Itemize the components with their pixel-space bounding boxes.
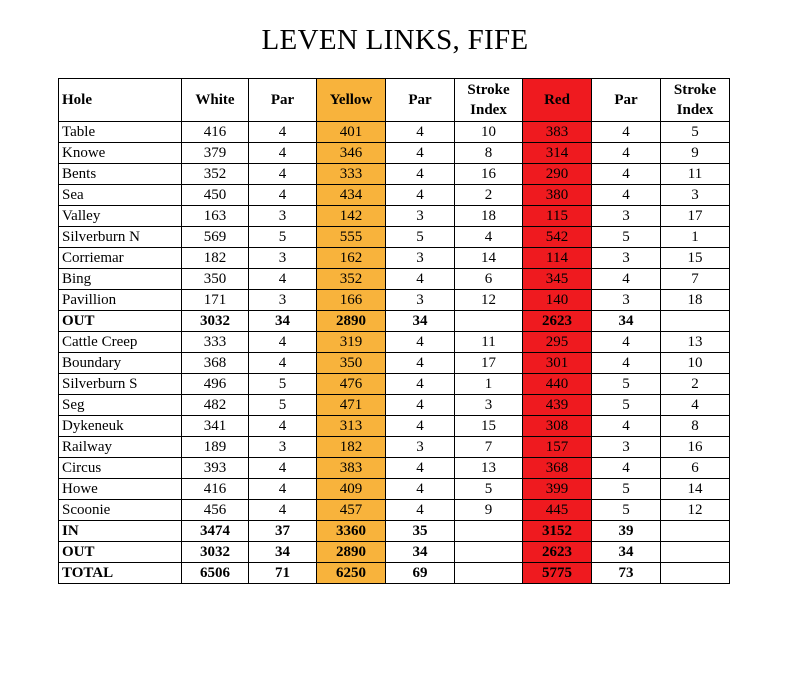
cell-yellow-yards: 313 <box>317 416 386 437</box>
cell-hole-name: Bents <box>59 164 182 185</box>
cell-white-yards: 6506 <box>182 563 249 584</box>
table-row <box>59 332 730 353</box>
cell-white-yards: 496 <box>182 374 249 395</box>
cell-par-red: 34 <box>592 542 661 563</box>
cell-yellow-yards: 319 <box>317 332 386 353</box>
cell-stroke-index-ladies: 12 <box>661 500 730 521</box>
cell-yellow-yards: 182 <box>317 437 386 458</box>
cell-stroke-index-ladies <box>661 563 730 584</box>
cell-par-white: 4 <box>249 416 317 437</box>
cell-white-yards: 456 <box>182 500 249 521</box>
header-row <box>59 79 730 122</box>
cell-hole-name: OUT <box>59 542 182 563</box>
cell-white-yards: 3032 <box>182 311 249 332</box>
cell-stroke-index-ladies: 16 <box>661 437 730 458</box>
cell-par-white: 4 <box>249 185 317 206</box>
cell-yellow-yards: 6250 <box>317 563 386 584</box>
cell-yellow-yards: 352 <box>317 269 386 290</box>
cell-stroke-index-men: 9 <box>455 500 523 521</box>
cell-red-yards: 308 <box>523 416 592 437</box>
cell-red-yards: 368 <box>523 458 592 479</box>
cell-par-white: 34 <box>249 542 317 563</box>
cell-red-yards: 2623 <box>523 311 592 332</box>
cell-stroke-index-ladies: 18 <box>661 290 730 311</box>
cell-red-yards: 345 <box>523 269 592 290</box>
cell-hole-name: Railway <box>59 437 182 458</box>
cell-stroke-index-men: 2 <box>455 185 523 206</box>
cell-par-red: 4 <box>592 164 661 185</box>
cell-stroke-index-men: 12 <box>455 290 523 311</box>
cell-par-yellow: 3 <box>386 290 455 311</box>
header-yellow: Yellow <box>317 79 386 122</box>
table-row <box>59 185 730 206</box>
header-stroke-index-line2: Index <box>470 102 507 118</box>
cell-par-yellow: 4 <box>386 479 455 500</box>
cell-yellow-yards: 2890 <box>317 311 386 332</box>
cell-stroke-index-men: 6 <box>455 269 523 290</box>
cell-white-yards: 163 <box>182 206 249 227</box>
cell-stroke-index-ladies: 7 <box>661 269 730 290</box>
cell-red-yards: 5775 <box>523 563 592 584</box>
cell-par-red: 3 <box>592 206 661 227</box>
summary-row <box>59 563 730 584</box>
table-row <box>59 437 730 458</box>
cell-par-yellow: 35 <box>386 521 455 542</box>
cell-white-yards: 416 <box>182 122 249 143</box>
cell-white-yards: 569 <box>182 227 249 248</box>
header-white: White <box>182 79 249 122</box>
cell-par-yellow: 4 <box>386 395 455 416</box>
cell-stroke-index-ladies <box>661 311 730 332</box>
cell-stroke-index-men: 7 <box>455 437 523 458</box>
cell-stroke-index-men: 17 <box>455 353 523 374</box>
cell-white-yards: 416 <box>182 479 249 500</box>
cell-stroke-index-men: 13 <box>455 458 523 479</box>
cell-par-yellow: 4 <box>386 416 455 437</box>
cell-stroke-index-men: 10 <box>455 122 523 143</box>
cell-par-white: 3 <box>249 437 317 458</box>
cell-par-white: 4 <box>249 164 317 185</box>
cell-hole-name: Circus <box>59 458 182 479</box>
cell-par-yellow: 3 <box>386 248 455 269</box>
cell-par-red: 3 <box>592 248 661 269</box>
cell-hole-name: Silverburn S <box>59 374 182 395</box>
cell-white-yards: 3032 <box>182 542 249 563</box>
cell-stroke-index-men: 3 <box>455 395 523 416</box>
cell-hole-name: OUT <box>59 311 182 332</box>
cell-par-white: 5 <box>249 374 317 395</box>
cell-par-yellow: 4 <box>386 185 455 206</box>
cell-par-yellow: 4 <box>386 269 455 290</box>
cell-white-yards: 393 <box>182 458 249 479</box>
cell-par-yellow: 4 <box>386 143 455 164</box>
cell-yellow-yards: 333 <box>317 164 386 185</box>
cell-par-red: 5 <box>592 500 661 521</box>
cell-hole-name: IN <box>59 521 182 542</box>
cell-par-white: 5 <box>249 395 317 416</box>
cell-stroke-index-men: 1 <box>455 374 523 395</box>
cell-par-yellow: 4 <box>386 374 455 395</box>
cell-par-white: 3 <box>249 248 317 269</box>
cell-red-yards: 542 <box>523 227 592 248</box>
cell-red-yards: 3152 <box>523 521 592 542</box>
cell-hole-name: Valley <box>59 206 182 227</box>
header-stroke-index-line2: Index <box>676 102 714 118</box>
table-row <box>59 458 730 479</box>
cell-stroke-index-men <box>455 311 523 332</box>
header-red: Red <box>523 79 592 122</box>
cell-hole-name: Corriemar <box>59 248 182 269</box>
cell-white-yards: 3474 <box>182 521 249 542</box>
header-par-yellow: Par <box>386 79 455 122</box>
cell-red-yards: 301 <box>523 353 592 374</box>
cell-yellow-yards: 346 <box>317 143 386 164</box>
cell-hole-name: Boundary <box>59 353 182 374</box>
table-row <box>59 416 730 437</box>
cell-red-yards: 445 <box>523 500 592 521</box>
table-row <box>59 248 730 269</box>
cell-par-yellow: 34 <box>386 542 455 563</box>
cell-red-yards: 440 <box>523 374 592 395</box>
cell-yellow-yards: 409 <box>317 479 386 500</box>
cell-yellow-yards: 162 <box>317 248 386 269</box>
cell-hole-name: Table <box>59 122 182 143</box>
page-title: LEVEN LINKS, FIFE <box>261 24 529 56</box>
cell-stroke-index-ladies: 17 <box>661 206 730 227</box>
cell-hole-name: Howe <box>59 479 182 500</box>
cell-yellow-yards: 142 <box>317 206 386 227</box>
cell-red-yards: 439 <box>523 395 592 416</box>
cell-red-yards: 314 <box>523 143 592 164</box>
cell-red-yards: 140 <box>523 290 592 311</box>
cell-white-yards: 182 <box>182 248 249 269</box>
cell-red-yards: 295 <box>523 332 592 353</box>
cell-par-yellow: 69 <box>386 563 455 584</box>
cell-par-white: 4 <box>249 500 317 521</box>
cell-par-red: 73 <box>592 563 661 584</box>
cell-par-yellow: 4 <box>386 164 455 185</box>
cell-par-white: 4 <box>249 143 317 164</box>
table-row <box>59 206 730 227</box>
cell-stroke-index-ladies: 5 <box>661 122 730 143</box>
cell-stroke-index-men: 4 <box>455 227 523 248</box>
cell-stroke-index-ladies: 15 <box>661 248 730 269</box>
table-row <box>59 269 730 290</box>
summary-row <box>59 311 730 332</box>
cell-stroke-index-ladies: 2 <box>661 374 730 395</box>
cell-red-yards: 157 <box>523 437 592 458</box>
cell-par-red: 3 <box>592 437 661 458</box>
cell-stroke-index-men: 8 <box>455 143 523 164</box>
cell-par-white: 4 <box>249 332 317 353</box>
table-row <box>59 122 730 143</box>
table-row <box>59 500 730 521</box>
table-row <box>59 395 730 416</box>
scorecard-table <box>58 78 730 584</box>
cell-par-white: 4 <box>249 269 317 290</box>
cell-yellow-yards: 471 <box>317 395 386 416</box>
cell-stroke-index-men: 15 <box>455 416 523 437</box>
cell-white-yards: 333 <box>182 332 249 353</box>
cell-stroke-index-ladies: 3 <box>661 185 730 206</box>
cell-hole-name: Scoonie <box>59 500 182 521</box>
cell-yellow-yards: 2890 <box>317 542 386 563</box>
cell-par-yellow: 34 <box>386 311 455 332</box>
cell-yellow-yards: 476 <box>317 374 386 395</box>
table-row <box>59 164 730 185</box>
cell-hole-name: TOTAL <box>59 563 182 584</box>
cell-white-yards: 341 <box>182 416 249 437</box>
cell-white-yards: 189 <box>182 437 249 458</box>
table-row <box>59 143 730 164</box>
cell-stroke-index-ladies <box>661 542 730 563</box>
cell-white-yards: 482 <box>182 395 249 416</box>
cell-yellow-yards: 457 <box>317 500 386 521</box>
header-hole: Hole <box>59 79 182 122</box>
cell-red-yards: 2623 <box>523 542 592 563</box>
cell-par-red: 4 <box>592 185 661 206</box>
cell-par-red: 5 <box>592 479 661 500</box>
cell-red-yards: 290 <box>523 164 592 185</box>
cell-yellow-yards: 434 <box>317 185 386 206</box>
scorecard-body <box>59 122 730 584</box>
cell-par-yellow: 3 <box>386 437 455 458</box>
table-row <box>59 290 730 311</box>
cell-par-yellow: 4 <box>386 332 455 353</box>
cell-stroke-index-ladies: 13 <box>661 332 730 353</box>
cell-hole-name: Silverburn N <box>59 227 182 248</box>
cell-stroke-index-men: 16 <box>455 164 523 185</box>
cell-par-red: 34 <box>592 311 661 332</box>
cell-yellow-yards: 3360 <box>317 521 386 542</box>
cell-par-red: 5 <box>592 374 661 395</box>
cell-white-yards: 450 <box>182 185 249 206</box>
cell-par-red: 4 <box>592 269 661 290</box>
cell-par-white: 4 <box>249 122 317 143</box>
cell-white-yards: 352 <box>182 164 249 185</box>
cell-hole-name: Pavillion <box>59 290 182 311</box>
header-stroke-index-men <box>455 79 523 122</box>
cell-yellow-yards: 555 <box>317 227 386 248</box>
cell-par-red: 39 <box>592 521 661 542</box>
cell-hole-name: Knowe <box>59 143 182 164</box>
cell-stroke-index-ladies: 9 <box>661 143 730 164</box>
cell-par-yellow: 5 <box>386 227 455 248</box>
cell-par-white: 3 <box>249 206 317 227</box>
cell-par-white: 37 <box>249 521 317 542</box>
cell-stroke-index-men: 11 <box>455 332 523 353</box>
cell-par-white: 34 <box>249 311 317 332</box>
cell-white-yards: 171 <box>182 290 249 311</box>
cell-yellow-yards: 401 <box>317 122 386 143</box>
cell-stroke-index-ladies: 10 <box>661 353 730 374</box>
cell-stroke-index-ladies: 6 <box>661 458 730 479</box>
cell-red-yards: 383 <box>523 122 592 143</box>
cell-stroke-index-ladies: 4 <box>661 395 730 416</box>
cell-hole-name: Sea <box>59 185 182 206</box>
cell-hole-name: Dykeneuk <box>59 416 182 437</box>
cell-par-red: 4 <box>592 143 661 164</box>
cell-par-white: 5 <box>249 227 317 248</box>
table-row <box>59 353 730 374</box>
cell-yellow-yards: 383 <box>317 458 386 479</box>
cell-stroke-index-ladies: 11 <box>661 164 730 185</box>
cell-par-white: 4 <box>249 458 317 479</box>
cell-yellow-yards: 350 <box>317 353 386 374</box>
cell-par-red: 5 <box>592 227 661 248</box>
cell-stroke-index-ladies: 14 <box>661 479 730 500</box>
cell-par-red: 5 <box>592 395 661 416</box>
cell-par-red: 4 <box>592 416 661 437</box>
cell-par-yellow: 3 <box>386 206 455 227</box>
cell-stroke-index-ladies: 8 <box>661 416 730 437</box>
cell-par-white: 71 <box>249 563 317 584</box>
cell-par-red: 4 <box>592 458 661 479</box>
cell-stroke-index-men <box>455 542 523 563</box>
cell-par-white: 4 <box>249 479 317 500</box>
cell-par-yellow: 4 <box>386 500 455 521</box>
header-stroke-index-line1: Stroke <box>673 82 717 98</box>
cell-stroke-index-men: 14 <box>455 248 523 269</box>
table-row <box>59 479 730 500</box>
cell-red-yards: 399 <box>523 479 592 500</box>
cell-par-red: 4 <box>592 332 661 353</box>
cell-stroke-index-ladies: 1 <box>661 227 730 248</box>
table-row <box>59 227 730 248</box>
header-stroke-index-line1: Stroke <box>467 82 510 98</box>
cell-yellow-yards: 166 <box>317 290 386 311</box>
cell-red-yards: 114 <box>523 248 592 269</box>
summary-row <box>59 542 730 563</box>
cell-red-yards: 380 <box>523 185 592 206</box>
cell-white-yards: 379 <box>182 143 249 164</box>
cell-stroke-index-men <box>455 521 523 542</box>
cell-par-yellow: 4 <box>386 458 455 479</box>
table-row <box>59 374 730 395</box>
summary-row <box>59 521 730 542</box>
cell-par-red: 4 <box>592 353 661 374</box>
cell-hole-name: Cattle Creep <box>59 332 182 353</box>
cell-white-yards: 368 <box>182 353 249 374</box>
header-par-white: Par <box>249 79 317 122</box>
header-stroke-index-ladies <box>661 79 730 122</box>
cell-stroke-index-men: 5 <box>455 479 523 500</box>
cell-hole-name: Seg <box>59 395 182 416</box>
cell-stroke-index-men <box>455 563 523 584</box>
cell-par-red: 3 <box>592 290 661 311</box>
header-par-red: Par <box>592 79 661 122</box>
cell-hole-name: Bing <box>59 269 182 290</box>
cell-white-yards: 350 <box>182 269 249 290</box>
cell-red-yards: 115 <box>523 206 592 227</box>
cell-stroke-index-men: 18 <box>455 206 523 227</box>
cell-par-white: 3 <box>249 290 317 311</box>
cell-par-red: 4 <box>592 122 661 143</box>
cell-par-white: 4 <box>249 353 317 374</box>
cell-stroke-index-ladies <box>661 521 730 542</box>
cell-par-yellow: 4 <box>386 122 455 143</box>
cell-par-yellow: 4 <box>386 353 455 374</box>
